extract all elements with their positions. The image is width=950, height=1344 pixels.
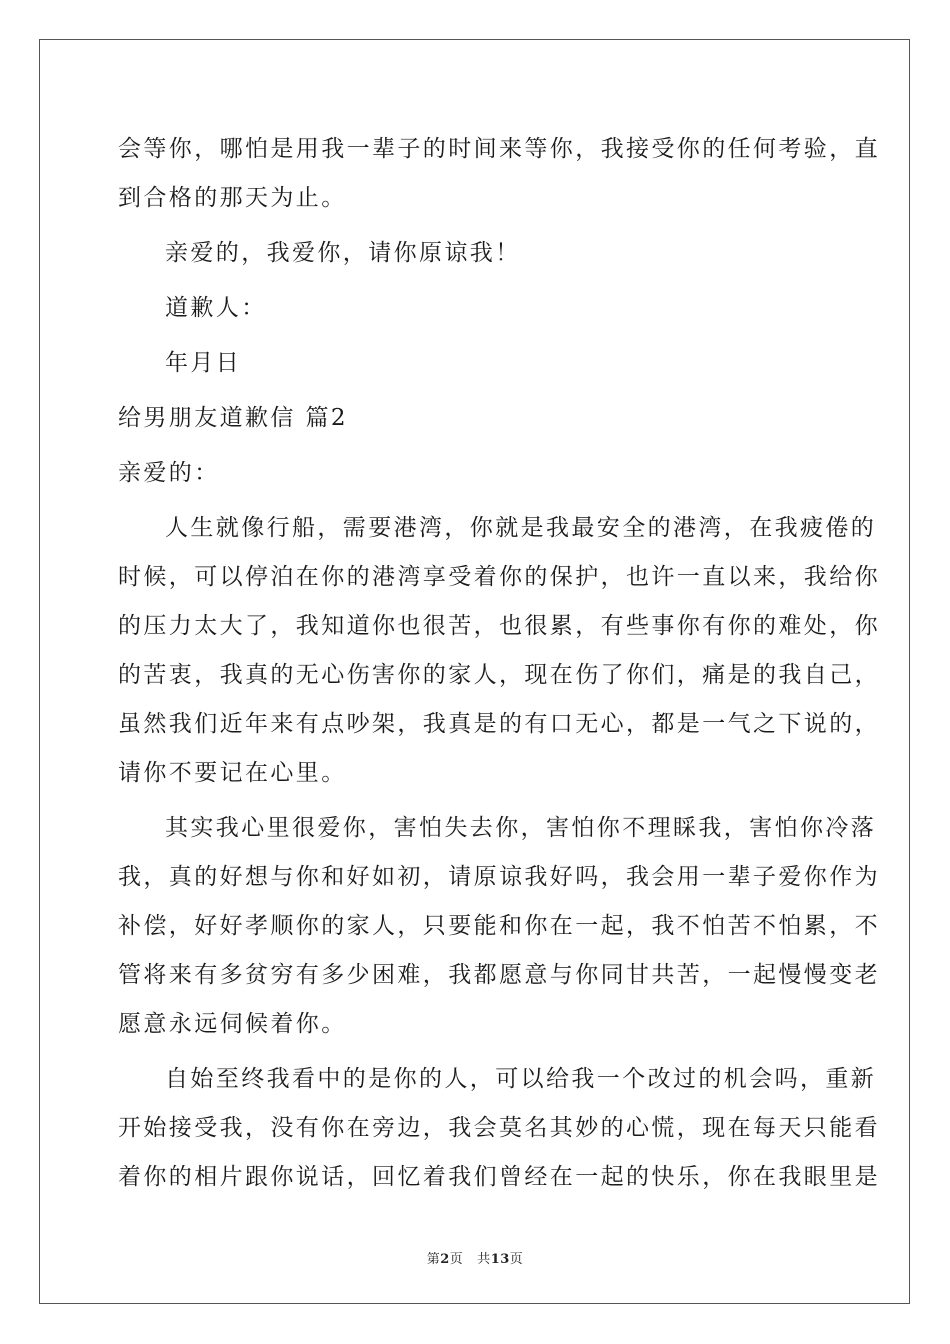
total-pages: 13 [490,1252,510,1267]
page-footer [0,1248,950,1267]
page-number: 2 [440,1252,450,1267]
text-line: 人生就像行船，需要港湾，你就是我最安全的港湾，在我疲倦的 [165,515,877,541]
text-line: 开始接受我，没有你在旁边，我会莫名其妙的心慌，现在每天只能看 [118,1115,880,1141]
signature-label: 道歉人： [165,295,267,321]
total-suffix: 页 [509,1252,524,1267]
text-line: 时候，可以停泊在你的港湾享受着你的保护，也许一直以来，我给你 [118,564,880,590]
text-line: 补偿，好好孝顺你的家人，只要能和你在一起，我不怕苦不怕累，不 [118,913,880,939]
text-line: 的苦衷，我真的无心伤害你的家人，现在伤了你们，痛是的我自己， [118,662,880,688]
text-line: 愿意永远伺候着你。 [118,1011,347,1037]
text-line: 管将来有多贫穷有多少困难，我都愿意与你同甘共苦，一起慢慢变老 [118,962,880,988]
text-line: 的压力太大了，我知道你也很苦，也很累，有些事你有你的难处，你 [118,613,880,639]
text-line: 其实我心里很爱你，害怕失去你，害怕你不理睬我，害怕你冷落 [165,815,877,841]
text-line: 虽然我们近年来有点吵架，我真是的有口无心，都是一气之下说的， [118,711,880,737]
text-line: 自始至终我看中的是你的人，可以给我一个改过的机会吗，重新 [165,1066,877,1092]
text-line: 请你不要记在心里。 [118,760,347,786]
document-body [118,125,880,1202]
salutation: 亲爱的： [118,460,220,486]
text-line: 到合格的那天为止。 [118,185,347,211]
text-line: 着你的相片跟你说话，回忆着我们曾经在一起的快乐，你在我眼里是 [118,1164,880,1190]
section-title: 给男朋友道歉信 篇2 [118,405,348,431]
page-prefix: 第 [426,1252,441,1267]
text-line: 我，真的好想与你和好如初，请原谅我好吗，我会用一辈子爱你作为 [118,864,880,890]
closing-line: 亲爱的，我爱你，请你原谅我！ [165,240,521,266]
total-prefix: 共 [477,1252,491,1267]
date-label: 年月日 [165,350,242,376]
text-line: 会等你，哪怕是用我一辈子的时间来等你，我接受你的任何考验，直 [118,136,880,162]
page-suffix: 页 [449,1252,464,1267]
